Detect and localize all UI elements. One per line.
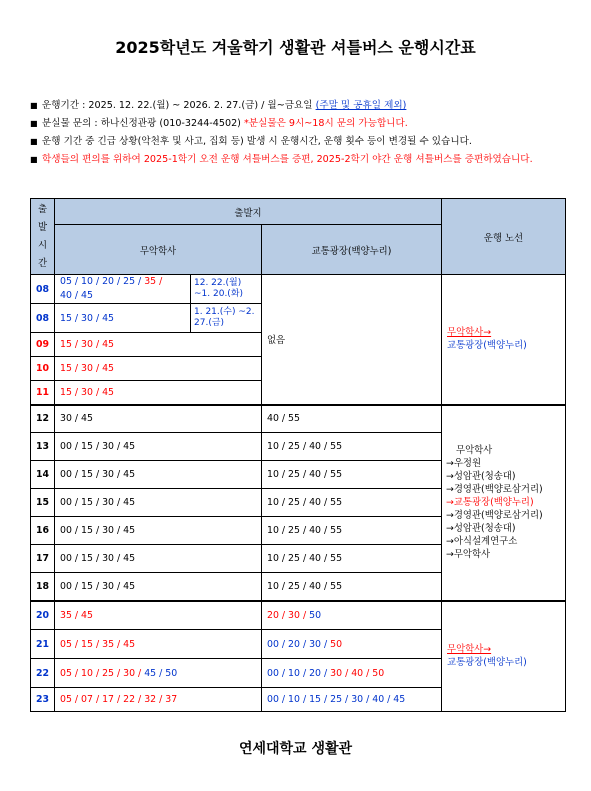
muak-cell: 15 / 30 / 45 <box>55 381 262 405</box>
note-lost-hours: *분실물은 9시~18시 문의 가능합니다. <box>243 118 408 129</box>
timetable <box>30 198 566 712</box>
route-morning: 무악학사→ 교통광장(백양누리) <box>442 275 566 405</box>
header-depart: 출발지 <box>55 199 442 225</box>
muak-cell: 30 / 45 <box>55 405 262 433</box>
plaza-cell: 10 / 25 / 40 / 55 <box>262 489 442 517</box>
hour-cell: 08 <box>31 275 55 304</box>
header-route: 운행 노선 <box>442 199 566 275</box>
muak-cell: 00 / 15 / 30 / 45 <box>55 489 262 517</box>
hour-cell: 12 <box>31 405 55 433</box>
note-lost-text: 분실물 문의 : 하나신정관광 (010-3244-4502) <box>42 118 244 129</box>
muak-cell: 15 / 30 / 45 <box>55 357 262 381</box>
note-emergency <box>30 133 570 151</box>
hour-cell: 15 <box>31 489 55 517</box>
route-stop: →경영관(백양로삼거리) <box>446 510 543 521</box>
plaza-cell: 10 / 25 / 40 / 55 <box>262 545 442 573</box>
bullet-icon: ■ <box>30 137 38 146</box>
note-period-exception: (주말 및 공휴일 제외) <box>315 100 407 111</box>
header-hour: 출발시간 <box>31 199 55 275</box>
route-stop: →교통광장(백양누리) <box>446 497 534 508</box>
page-title: 2025학년도 겨울학기 생활관 셔틀버스 운행시간표 <box>115 38 476 57</box>
note-increase <box>30 151 570 169</box>
muak-cell: 35 / 45 <box>55 601 262 630</box>
route-daytime <box>442 405 566 601</box>
note-increase-text: 학생들의 편의를 위하여 2025-1학기 오전 운행 셔틀버스를 증편, 2025-2학기 야간 운행 셔틀버스를 증편하였습니다. <box>42 154 533 165</box>
header-muak: 무악학사 <box>55 225 262 275</box>
muak-cell: 15 / 30 / 45 <box>55 333 262 357</box>
hour-cell: 21 <box>31 630 55 659</box>
note-period <box>30 97 570 115</box>
bullet-icon: ■ <box>30 101 38 110</box>
table-row <box>31 601 566 630</box>
hour-cell: 18 <box>31 573 55 601</box>
muak-cell: 05 / 10 / 20 / 25 / 35 / 40 / 45 <box>55 275 191 304</box>
plaza-cell: 20 / 30 / 50 <box>262 601 442 630</box>
bullet-icon: ■ <box>30 119 38 128</box>
date-range-2: 1. 21.(수) ~2. 27.(금) <box>191 304 262 333</box>
muak-cell: 00 / 15 / 30 / 45 <box>55 573 262 601</box>
plaza-cell: 00 / 20 / 30 / 50 <box>262 630 442 659</box>
route-long-list <box>446 444 560 561</box>
hour-cell: 14 <box>31 461 55 489</box>
bullet-icon: ■ <box>30 155 38 164</box>
table-row <box>31 405 566 433</box>
plaza-none-cell: 없음 <box>262 275 442 405</box>
plaza-cell: 10 / 25 / 40 / 55 <box>262 433 442 461</box>
note-emergency-text: 운행 기간 중 긴급 상황(악천후 및 사고, 집회 등) 발생 시 운행시간, 운행 횟수 등이 변경될 수 있습니다. <box>42 136 472 147</box>
hour-cell: 20 <box>31 601 55 630</box>
footer-org: 연세대학교 생활관 <box>238 741 353 757</box>
hour-cell: 10 <box>31 357 55 381</box>
hour-cell: 09 <box>31 333 55 357</box>
notes-list <box>30 97 570 169</box>
muak-cell: 00 / 15 / 30 / 45 <box>55 517 262 545</box>
note-period-text: 운행기간 : 2025. 12. 22.(월) ~ 2026. 2. 27.(금) / 월~금요일 <box>42 100 316 111</box>
route-night: 무악학사→ 교통광장(백양누리) <box>442 601 566 712</box>
table-row <box>31 275 566 304</box>
muak-cell: 05 / 07 / 17 / 22 / 32 / 37 <box>55 688 262 712</box>
note-lost-found <box>30 115 570 133</box>
hour-cell: 08 <box>31 304 55 333</box>
plaza-cell: 00 / 10 / 15 / 25 / 30 / 40 / 45 <box>262 688 442 712</box>
route-stop: →성암관(청송대) <box>446 523 516 534</box>
plaza-cell: 10 / 25 / 40 / 55 <box>262 461 442 489</box>
muak-cell: 00 / 15 / 30 / 45 <box>55 545 262 573</box>
hour-cell: 23 <box>31 688 55 712</box>
plaza-cell: 40 / 55 <box>262 405 442 433</box>
route-stop: →경영관(백양로삼거리) <box>446 484 543 495</box>
route-stop: →성암관(청송대) <box>446 471 516 482</box>
hour-cell: 13 <box>31 433 55 461</box>
muak-cell: 15 / 30 / 45 <box>55 304 191 333</box>
hour-cell: 16 <box>31 517 55 545</box>
muak-cell: 00 / 15 / 30 / 45 <box>55 433 262 461</box>
muak-cell: 05 / 10 / 25 / 30 / 45 / 50 <box>55 659 262 688</box>
hour-cell: 11 <box>31 381 55 405</box>
plaza-cell: 00 / 10 / 20 / 30 / 40 / 50 <box>262 659 442 688</box>
plaza-cell: 10 / 25 / 40 / 55 <box>262 573 442 601</box>
route-stop: →우정원 <box>446 458 482 469</box>
hour-cell: 22 <box>31 659 55 688</box>
route-stop: 무악학사 <box>456 445 493 456</box>
header-plaza: 교통광장(백양누리) <box>262 225 442 275</box>
date-range-1: 12. 22.(월) ~1. 20.(화) <box>191 275 262 304</box>
plaza-cell: 10 / 25 / 40 / 55 <box>262 517 442 545</box>
muak-cell: 05 / 15 / 35 / 45 <box>55 630 262 659</box>
route-stop: →무악학사 <box>446 549 491 560</box>
muak-cell: 00 / 15 / 30 / 45 <box>55 461 262 489</box>
hour-cell: 17 <box>31 545 55 573</box>
route-stop: →아식설계연구소 <box>446 536 518 547</box>
